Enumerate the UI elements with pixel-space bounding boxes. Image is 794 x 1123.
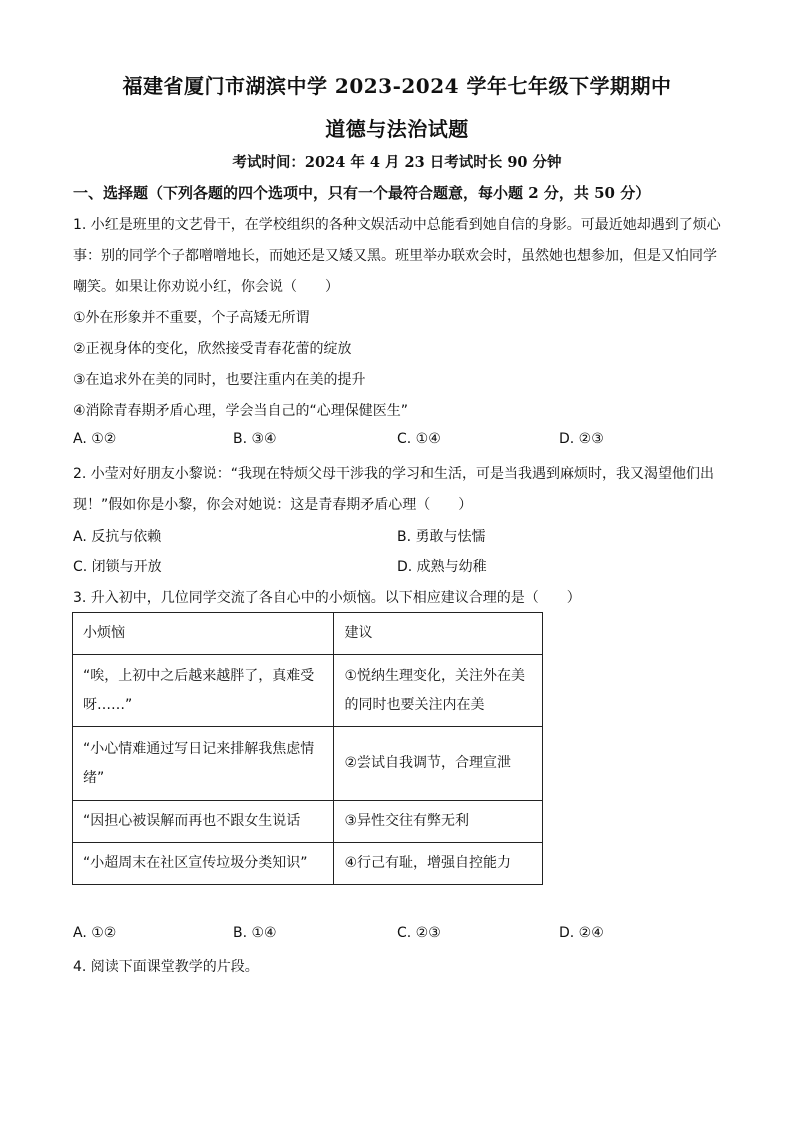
q1-statement: ④消除青春期矛盾心理，学会当自己的“心理保健医生” xyxy=(73,403,409,419)
table-header-advice: 建议 xyxy=(334,613,543,655)
table-cell-worry xyxy=(73,727,334,801)
cell-line: 的同时也要关注内在美 xyxy=(344,696,485,713)
exam-title-line2: 道德与法治试题 xyxy=(325,117,469,141)
q3-table xyxy=(72,612,543,885)
q1-option-b: B. ③④ xyxy=(233,431,277,447)
cell-line: “小心情难通过写日记来排解我焦虑情 xyxy=(83,740,315,757)
q2-stem-line: 2. 小莹对好朋友小黎说：“我现在特烦父母干涉我的学习和生活，可是当我遇到麻烦时，我又渴望他们出 xyxy=(73,466,715,482)
table-cell-worry xyxy=(73,843,334,885)
section-heading-choice: 一、选择题（下列各题的四个选项中，只有一个最符合题意，每小题 2 分，共 50 分） xyxy=(73,184,651,202)
cell-line: 绪” xyxy=(83,769,105,786)
table-row xyxy=(73,727,543,801)
q1-statement: ③在追求外在美的同时，也要注重内在美的提升 xyxy=(73,372,366,388)
cell-line: “小超周末在社区宣传垃圾分类知识” xyxy=(83,855,308,871)
table-cell-advice xyxy=(334,727,543,801)
q3-option-a: A. ①② xyxy=(73,925,117,941)
q2-option-c: C. 闭锁与开放 xyxy=(73,559,162,575)
table-cell-advice xyxy=(334,843,543,885)
cell-line: ①悦纳生理变化，关注外在美 xyxy=(344,667,526,684)
q1-stem-line: 1. 小红是班里的文艺骨干，在学校组织的各种文娱活动中总能看到她自信的身影。可最近她却遇到了烦心 xyxy=(73,217,721,233)
table-cell-advice xyxy=(334,801,543,843)
exam-time-info: 考试时间：2024 年 4 月 23 日考试时长 90 分钟 xyxy=(232,154,562,171)
q2-option-d: D. 成熟与幼稚 xyxy=(397,559,487,575)
table-header-worry: 小烦恼 xyxy=(73,613,334,655)
q2-option-b: B. 勇敢与怯懦 xyxy=(397,529,486,545)
cell-line: ③异性交往有弊无利 xyxy=(344,813,470,829)
table-cell-worry xyxy=(73,801,334,843)
cell-line: “因担心被误解而再也不跟女生说话 xyxy=(83,813,301,829)
q1-option-a: A. ①② xyxy=(73,431,117,447)
q1-option-c: C. ①④ xyxy=(397,431,441,447)
cell-line: ②尝试自我调节，合理宣泄 xyxy=(344,755,512,771)
q2-option-a: A. 反抗与依赖 xyxy=(73,529,162,545)
exam-title-line1: 福建省厦门市湖滨中学 2023-2024 学年七年级下学期期中 xyxy=(122,74,672,98)
table-cell-advice xyxy=(334,655,543,727)
q1-stem-line: 事：别的同学个子都噌噌地长，而她还是又矮又黑。班里举办联欢会时，虽然她也想参加，但是又怕同学 xyxy=(73,248,717,264)
table-header-row xyxy=(73,613,543,655)
table-row xyxy=(73,801,543,843)
q1-option-d: D. ②③ xyxy=(559,431,604,447)
q2-stem-line: 现！”假如你是小黎，你会对她说：这是青春期矛盾心理（ ） xyxy=(73,497,473,513)
cell-line: “唉，上初中之后越来越胖了，真难受 xyxy=(83,667,315,684)
cell-line: 呀……” xyxy=(83,696,133,713)
table-row xyxy=(73,655,543,727)
table-cell-worry xyxy=(73,655,334,727)
q3-option-c: C. ②③ xyxy=(397,925,441,941)
q1-statement: ①外在形象并不重要，个子高矮无所谓 xyxy=(73,310,310,326)
table-row xyxy=(73,843,543,885)
q4-stem: 4. 阅读下面课堂教学的片段。 xyxy=(73,959,259,975)
q1-statement: ②正视身体的变化，欣然接受青春花蕾的绽放 xyxy=(73,341,352,357)
q3-option-d: D. ②④ xyxy=(559,925,604,941)
q1-stem-line: 嘲笑。如果让你劝说小红，你会说（ ） xyxy=(73,279,339,295)
q3-stem: 3. 升入初中，几位同学交流了各自心中的小烦恼。以下相应建议合理的是（ ） xyxy=(73,590,581,606)
cell-line: ④行己有耻，增强自控能力 xyxy=(344,855,512,871)
q3-option-b: B. ①④ xyxy=(233,925,277,941)
